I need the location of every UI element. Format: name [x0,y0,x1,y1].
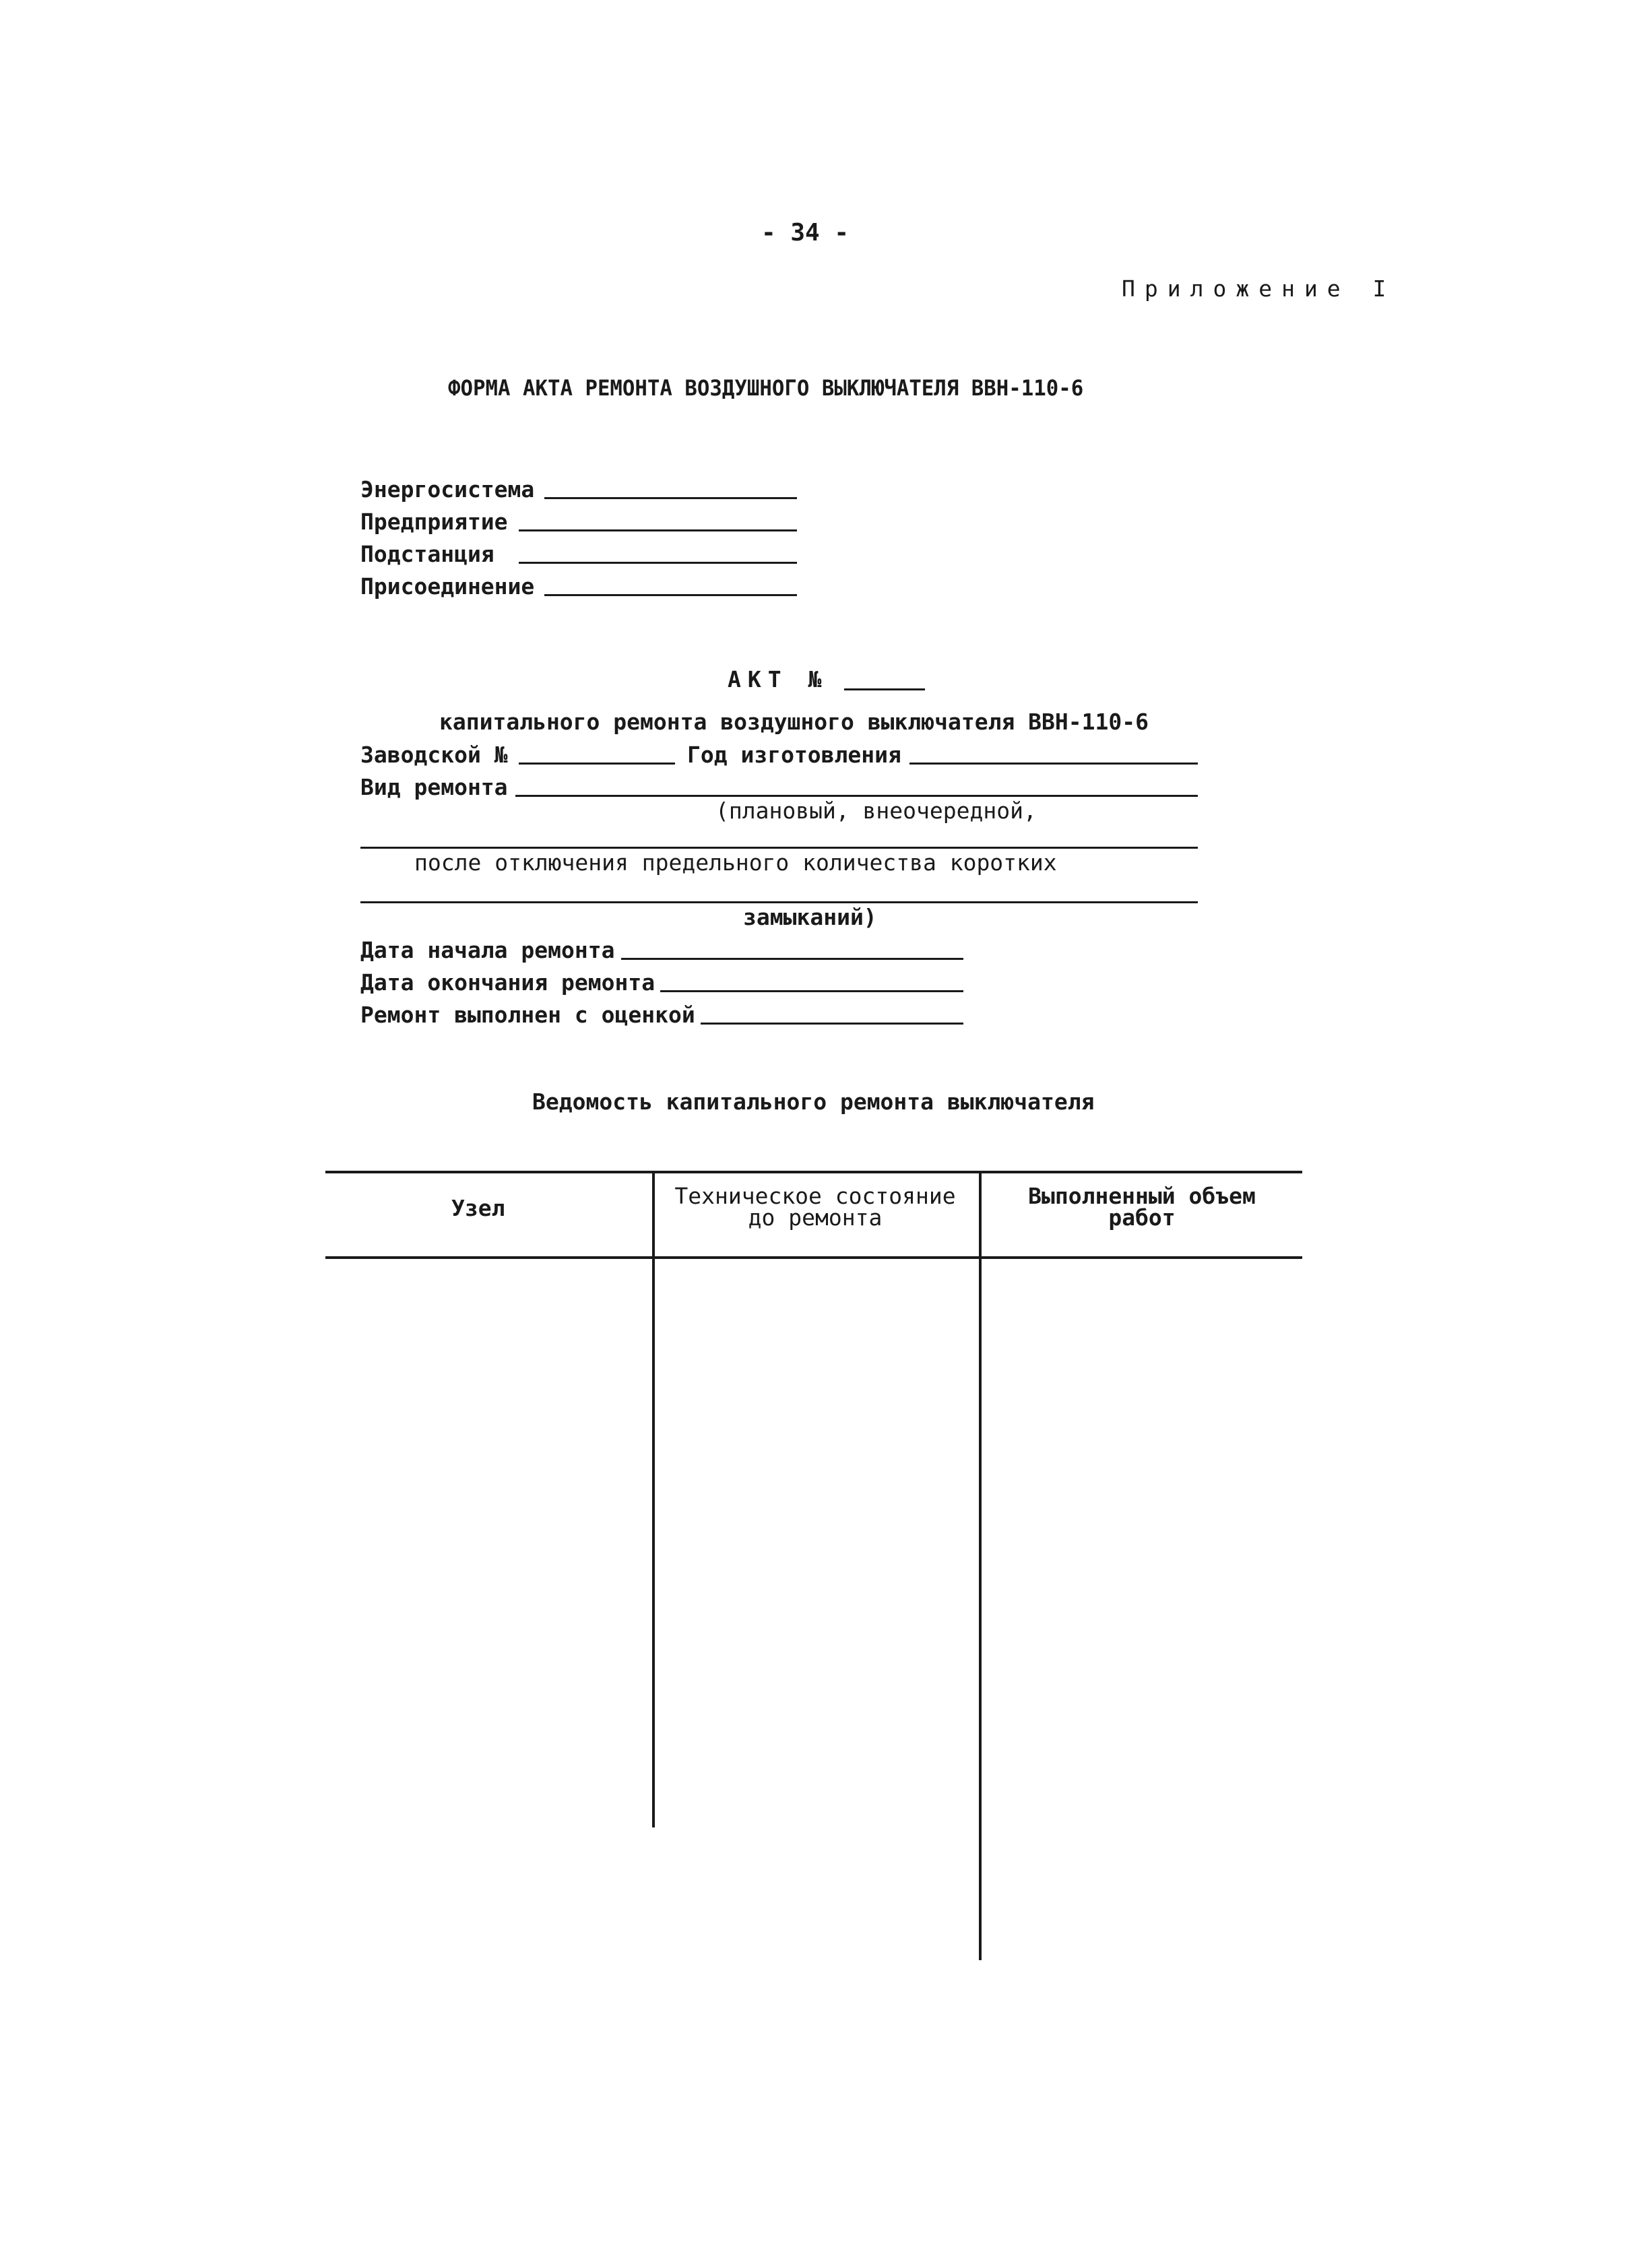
serial-field[interactable] [519,763,675,765]
energy-system-label: Энергосистема [360,476,535,503]
end-date-label: Дата окончания ремонта [360,969,655,996]
repair-type-field-3[interactable] [360,901,1198,903]
table-header-condition-line2: до ремонта [748,1204,883,1231]
year-label: Год изготовления [687,742,901,768]
table-column-divider-1 [652,1171,655,1827]
repair-type-label: Вид ремонта [360,774,508,800]
year-field[interactable] [909,763,1198,765]
form-title: ФОРМА АКТА РЕМОНТА ВОЗДУШНОГО ВЫКЛЮЧАТЕЛЯ ВВН-110-6 [448,375,1084,401]
page-number: - 34 - [761,219,850,247]
repair-type-field-2[interactable] [360,847,1198,849]
table-header-work-line2: работ [1108,1204,1176,1231]
repair-type-note-3: замыканий) [743,904,877,930]
repair-type-note-1: (плановый, внеочередной, [715,798,1037,824]
act-number-field[interactable] [844,688,925,690]
act-subtitle: капитального ремонта воздушного выключателя ВВН-110-6 [439,709,1149,735]
connection-field[interactable] [544,594,797,596]
table-top-rule [325,1171,1302,1173]
table-column-divider-2 [979,1171,982,1960]
grade-label: Ремонт выполнен с оценкой [360,1002,695,1028]
start-date-field[interactable] [621,958,963,960]
start-date-label: Дата начала ремонта [360,937,615,963]
substation-field[interactable] [519,562,797,564]
repair-type-field-1[interactable] [515,795,1198,797]
substation-label: Подстанция [360,541,494,567]
energy-system-field[interactable] [544,497,797,499]
enterprise-field[interactable] [519,529,797,531]
grade-field[interactable] [701,1023,963,1025]
serial-label: Заводской № [360,742,508,768]
end-date-field[interactable] [660,990,963,992]
table-header-work-line1: Выполненный объем [1028,1183,1256,1209]
table-header-condition-line1: Техническое состояние [674,1183,956,1209]
table-header-rule [325,1256,1302,1259]
repair-type-note-2: после отключения предельного количества коротких [414,849,1057,876]
act-title: АКТ № [728,666,829,692]
table-header-node: Узел [451,1195,505,1221]
statement-title: Ведомость капитального ремонта выключателя [532,1089,1095,1115]
enterprise-label: Предприятие [360,509,508,535]
appendix-label: Приложение I [1122,276,1396,302]
connection-label: Присоединение [360,573,535,600]
